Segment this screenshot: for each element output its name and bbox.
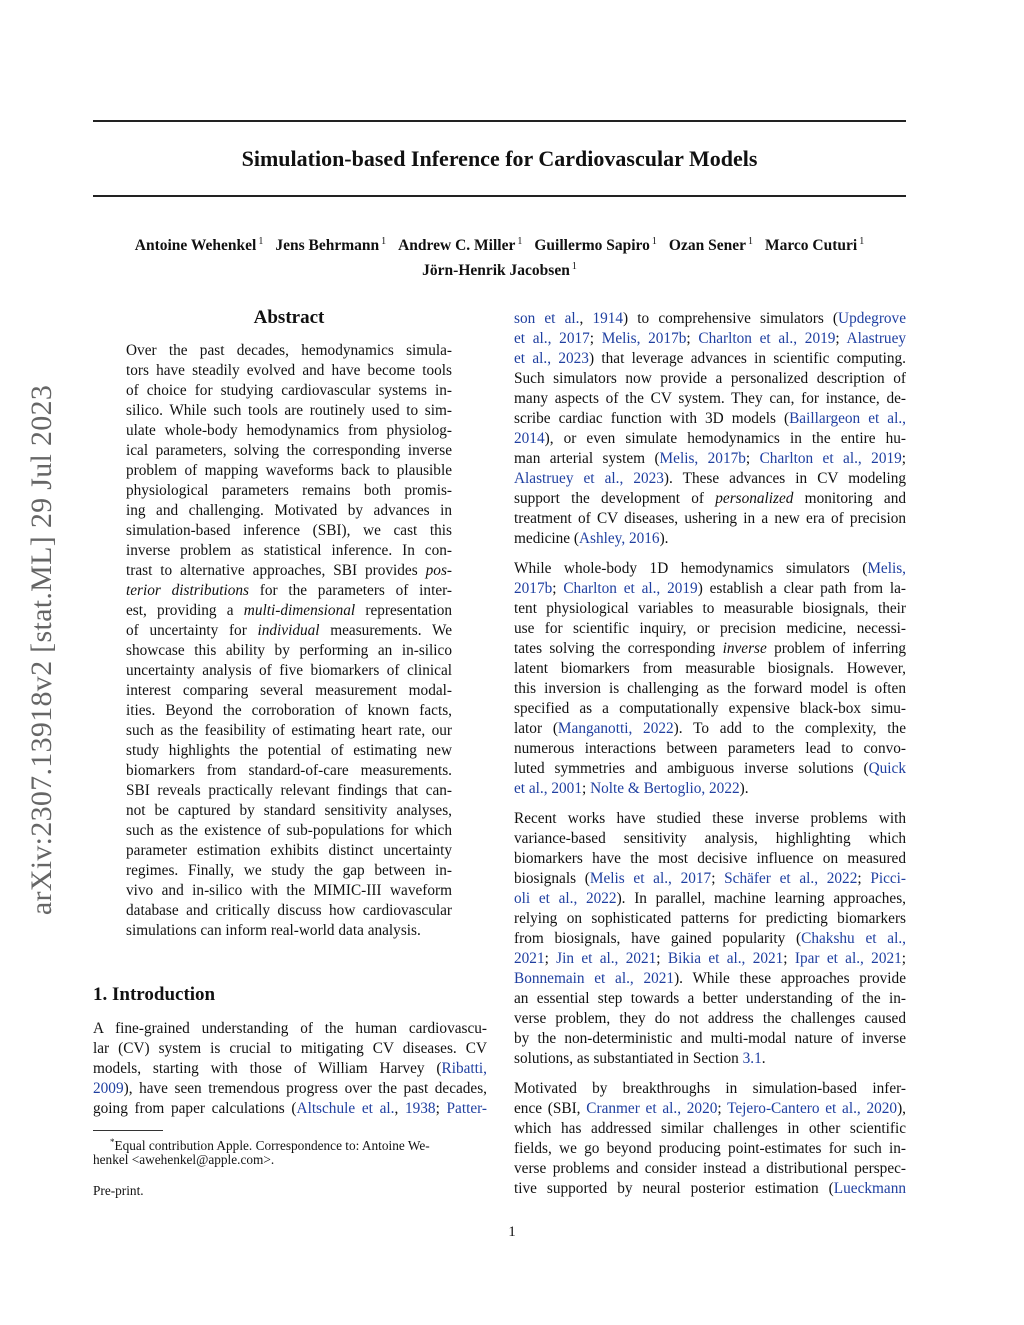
text-line: many aspects of the CV system. They can, for instance, de- [514, 390, 906, 407]
text-line: specified as a computationally expensive black-box simu- [514, 700, 906, 717]
text-line: ical parameters, solving the corresponding inverse [126, 442, 452, 459]
author-affiliation: 1 [381, 236, 387, 247]
text-line: Recent works have studied these inverse problems with [514, 810, 906, 827]
text-line: A fine-grained understanding of the human cardiovascu- [93, 1020, 487, 1037]
text-line: man arterial system (Melis, 2017b; Charlton et al., 2019; [514, 450, 907, 467]
text-line: inverse problem as statistical inference. In con- [126, 542, 452, 559]
author-name: Guillermo Sapiro [534, 237, 650, 254]
text-line: lator (Manganotti, 2022). To add to the complexity, the [514, 720, 906, 737]
text-line: trast to alternative approaches, SBI provides pos- [126, 562, 452, 579]
text-line: relying on sophisticated patterns for predicting biomarkers [514, 910, 906, 927]
text-line: uncertainty analysis of five biomarkers of clinical [126, 662, 452, 679]
text-line: not be captured by standard sensitivity analyses, [126, 802, 452, 819]
text-line: lar (CV) system is crucial to mitigating CV diseases. CV [93, 1040, 487, 1057]
text-line: Motivated by breakthroughs in simulation-based infer- [514, 1080, 906, 1097]
author-affiliation: 1 [651, 236, 657, 247]
author-affiliation: 1 [571, 261, 577, 272]
text-line: While whole-body 1D hemodynamics simulators (Melis, [514, 560, 906, 577]
text-line: interest comparing several measurement modal- [126, 682, 452, 699]
text-line: 2017b; Charlton et al., 2019) establish a clear path from la- [514, 580, 907, 597]
text-line: from biosignals, have gained popularity (Chakshu et al., [514, 930, 906, 947]
text-line: et al., 2017; Melis, 2017b; Charlton et al., 2019; Alastruey [514, 330, 907, 347]
text-line: treatment of CV diseases, ushering in a new era of precision [514, 510, 906, 527]
text-line: et al., 2001; Nolte & Bertoglio, 2022). [514, 780, 749, 797]
top-rule [93, 120, 906, 122]
text-line: tates solving the corresponding inverse problem of inferring [514, 640, 906, 657]
paper-title: Simulation-based Inference for Cardiovascular Models [241, 146, 758, 171]
text-line: physiological parameters remains both promis- [126, 482, 452, 499]
text-line: support the development of personalized monitoring and [514, 490, 906, 507]
text-line: tent physiological variables to measurable biosignals, their [514, 600, 906, 617]
footnote-text: Equal contribution Apple. Correspondence to: Antoine We- [114, 1138, 430, 1153]
text-line: 2014), or even simulate hemodynamics in the entire hu- [514, 430, 906, 447]
text-line: such as the existence of sub-populations for which [126, 822, 452, 839]
paragraph-gap [514, 549, 906, 559]
text-line: Bonnemain et al., 2021). While these approaches provide [514, 970, 906, 987]
text-line: showcase this ability by performing an in-silico [126, 642, 452, 659]
text-line: est, providing a multi-dimensional representation [126, 602, 452, 619]
author-name: Marco Cuturi [764, 237, 858, 254]
text-line: this inversion is challenging as the forward model is often [514, 680, 906, 697]
paragraph [514, 309, 906, 549]
text-line: Such simulators now provide a personalized description of [514, 370, 906, 387]
text-line: scribe cardiac function with 3D models (Baillargeon et al., [514, 410, 906, 427]
author-affiliation: 1 [258, 236, 264, 247]
text-line: tors have steadily evolved and have become tools [126, 362, 452, 379]
author-name: Jens Behrmann [275, 237, 380, 254]
author-name: Jörn-Henrik Jacobsen [422, 262, 570, 279]
author [275, 237, 386, 254]
footnote-line: *Equal contribution Apple. Correspondence to: Antoine We- [110, 1137, 430, 1153]
author-name: Andrew C. Miller [398, 237, 516, 254]
text-line: of uncertainty for individual measurements. We [126, 622, 453, 639]
page-number: 1 [508, 1224, 516, 1240]
text-line: verse problems and consider instead a distributional perspec- [514, 1160, 906, 1177]
author-name: Ozan Sener [668, 237, 746, 254]
section-heading-introduction: 1. Introduction [93, 984, 216, 1005]
introduction-body [93, 1019, 487, 1119]
text-line: problem of mapping waveforms back to plausible [126, 462, 452, 479]
text-line: regimes. Finally, we study the gap between in- [126, 862, 452, 879]
text-line: Over the past decades, hemodynamics simula- [126, 342, 452, 359]
author-affiliation: 1 [747, 236, 753, 247]
author [398, 237, 522, 254]
text-line: latent biomarkers from measurable biosignals. However, [514, 660, 906, 677]
text-line: an essential step towards a better understanding of the in- [514, 990, 906, 1007]
text-line: which has addressed similar challenges in other scientific [514, 1120, 906, 1137]
arxiv-stamp: arXiv:2307.13918v2 [stat.ML] 29 Jul 2023 [25, 384, 58, 916]
text-line: ing and challenging. Motivated by advances in [126, 502, 452, 519]
text-line: going from paper calculations (Altschule et al., 1938; Patter- [93, 1100, 487, 1117]
text-line: et al., 2023) that leverage advances in scientific computing. [514, 350, 906, 367]
footnote-line [93, 1151, 487, 1169]
text-line: Alastruey et al., 2023). These advances in CV modeling [514, 470, 907, 487]
text-line: by the non-deterministic and multi-modal nature of inverse [514, 1030, 906, 1047]
text-line: such as the feasibility of estimating heart rate, our [126, 722, 452, 739]
right-column [514, 309, 906, 1199]
text-line: database and critically discuss how cardiovascular [126, 902, 452, 919]
author-affiliation: 1 [517, 236, 523, 247]
text-line: simulations can inform real-world data analysis. [126, 922, 421, 939]
paragraph-gap [514, 799, 906, 809]
text-line: luted symmetries and ambiguous inverse solutions (Quick [514, 760, 906, 777]
abstract-body [126, 341, 452, 941]
text-line: ence (SBI, Cranmer et al., 2020; Tejero-Cantero et al., 2020), [514, 1100, 906, 1117]
text-line: 2009), have seen tremendous progress over the past decades, [93, 1080, 487, 1097]
abstract-heading: Abstract [253, 307, 325, 328]
text-line: simulation-based inference (SBI), we cast this [126, 522, 452, 539]
text-line: ities. Beyond the corroboration of known facts, [126, 702, 452, 719]
text-line: parameter estimation exhibits distinct uncertainty [126, 842, 452, 859]
paragraph-gap [514, 1069, 906, 1079]
text-line: terior distributions for the parameters of inter- [126, 582, 452, 599]
text-line: son et al., 1914) to comprehensive simulators (Updegrove [514, 310, 906, 327]
paragraph [514, 1079, 906, 1199]
text-line: SBI reveals practically relevant findings that can- [126, 782, 452, 799]
text-line: tive supported by neural posterior estimation (Lueckmann [514, 1180, 906, 1197]
author-affiliation: 1 [859, 236, 865, 247]
author [534, 237, 657, 254]
preprint-note: Pre-print. [93, 1183, 144, 1198]
text-line: fields, we go beyond producing point-estimates for such in- [514, 1140, 906, 1157]
author [669, 237, 753, 254]
text-line: 2021; Jin et al., 2021; Bikia et al., 2021; Ipar et al., 2021; [514, 950, 907, 967]
footnote [93, 1133, 487, 1169]
text-line: numerous interactions between parameters lead to convo- [514, 740, 906, 757]
author [135, 237, 264, 254]
paragraph [514, 809, 906, 1069]
text-line: verse problem, they do not address the challenges caused [514, 1010, 906, 1027]
text-line: biomarkers have the most decisive influence on measured [514, 850, 906, 867]
footnote-text: henkel <awehenkel@apple.com>. [93, 1152, 275, 1167]
text-line: of choice for studying cardiovascular systems in- [126, 382, 452, 399]
text-line: medicine (Ashley, 2016). [514, 530, 669, 547]
text-line: biosignals (Melis et al., 2017; Schäfer et al., 2022; Picci- [514, 870, 906, 887]
text-line: oli et al., 2022). In parallel, machine learning approaches, [514, 890, 906, 907]
text-line: use for scientific inquiry, or precision medicine, necessi- [514, 620, 906, 637]
text-line: ulate whole-body hemodynamics from physiolog- [126, 422, 452, 439]
text-line: solutions, as substantiated in Section 3.1. [514, 1050, 766, 1067]
footnote-rule [93, 1130, 163, 1131]
author [765, 237, 864, 254]
title-rule [93, 195, 906, 197]
text-line: biomarkers from standard-of-care measurements. [126, 762, 452, 779]
text-line: silico. While such tools are routinely used to sim- [126, 402, 452, 419]
text-line: models, starting with those of William Harvey (Ribatti, [93, 1060, 487, 1077]
author [422, 262, 577, 279]
author-name: Antoine Wehenkel [134, 237, 257, 254]
paragraph [514, 559, 906, 799]
text-line: variance-based sensitivity analysis, highlighting which [514, 830, 906, 847]
text-line: vivo and in-silico with the MIMIC-III waveform [126, 882, 452, 899]
text-line: study highlights the potential of estimating new [126, 742, 452, 759]
author-list [93, 231, 906, 281]
